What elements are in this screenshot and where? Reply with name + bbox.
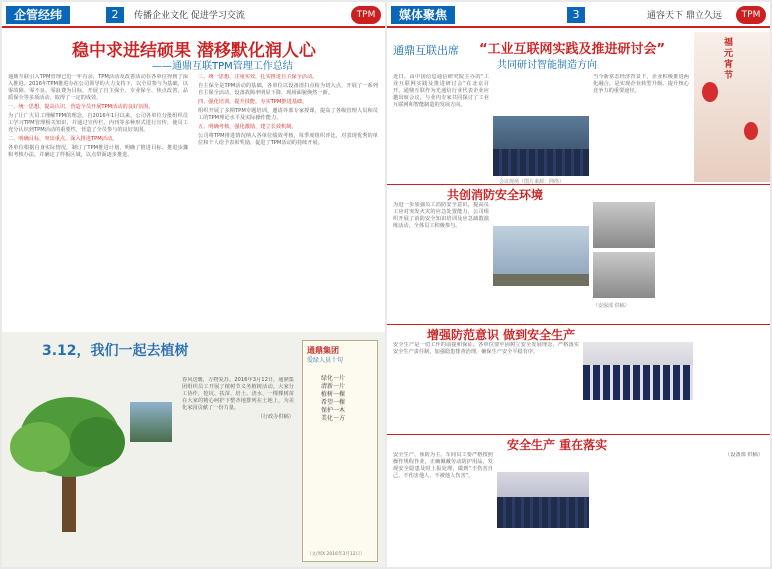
article-intro: 通鼎互联引入TPM管理已近一年有余，TPM活动及改善活动在各单位得到了深入推进。2016年TPM推进办在公司领导的大力支持下，以全员参与为基础，以零故障、零不良、零浪费为目标，开展了自主保全、专业保全、焦点改善、品质保全等多项活动，取得了一定的成效。 [8,74,188,101]
header-slogan: 传播企业文化 促进学习交流 [134,11,245,21]
safety-awareness-band [387,324,770,340]
section-tag: 媒体聚焦 [391,6,455,24]
article-column-2 [198,74,378,329]
article-title: “工业互联网实践及推进研讨会” [479,42,666,57]
article1-text: 近日，由中国信息通信研究院主办的“工业互联网实践及推进研讨会”在北京召开。通鼎互联作为光通信行业代表企业应邀出席会议，与业内专家共同探讨了工业互联网和智能制造的发展方向。 [393,74,489,108]
safety-implementation-text-column [393,452,493,562]
tree-article-text: 春风送暖，万物复苏。2016年3月12日，通鼎集团组织员工开展了植树节义务植树活动。大家分工协作，挖坑、扶苗、培土、浇水，一棵棵树苗在大家的精心呵护下整齐地排列在土地上，为美化家园贡献了一份力量。 [182,377,294,411]
section-tag: 企管经纬 [6,6,70,24]
safety-implementation-band [387,434,770,450]
fire-safety-caption: （安保部 供稿） [593,303,630,309]
tree-article-source: （行政办供稿） [257,414,294,420]
sticker-title: 通鼎集团 [307,346,339,355]
tree-article-body [182,377,294,557]
section-body-1: 为了让广大员工理解TPM的理念，自2016年1月以来，公司各单位分批组织员工学习TPM管理相关知识，并通过宣传栏、内刊等多种形式进行宣传，使员工充分认识到TPM活动的重要性，营造了全员参与的良好氛围。 [8,113,188,133]
safety-implementation-text: 安全生产，预防为主。车间员工要严格按照操作规程作业，正确佩戴劳动防护用品，发现安全隐患及时上报处理，做到“不伤害自己、不伤害他人、不被他人伤害”。 [393,452,493,479]
safety-implementation-source: （设备部 供稿） [725,452,763,458]
poem-sticker [302,340,378,562]
section-heading-1: 一、统一思想，提高认识，营造全员开展TPM活动的良好氛围。 [8,104,154,110]
company-logo-icon: TPM [736,6,766,24]
left-page-header [2,2,385,28]
section-heading-4: 四、强化培训，提升技能，夯实TPM推进基础。 [198,99,308,105]
safety-meeting-photo [497,472,589,528]
section-body-3: 自主保全是TPM活动的基础，各单位以设备清扫点检为切入点，开展了一系列自主保全活动，设备故障率明显下降，现场面貌焕然一新。 [198,83,378,96]
left-page [2,2,385,567]
tree-planting-block [2,332,385,567]
header-slogan: 通容天下 鼎立久远 [647,11,722,21]
tree-illustration-icon [10,392,130,542]
fire-drill-photo-3 [593,252,655,298]
right-page [387,2,770,567]
article1-column-1 [393,74,489,184]
section-heading-3: 三、统一思想，注重实效，扎实推进自主保全活动。 [198,74,318,80]
safety-implementation-heading: 安全生产 重在落实 [507,438,608,452]
safety-awareness-heading: 增强防范意识 做到安全生产 [427,328,576,342]
article-subtitle: 共同研讨智能制造方向 [497,60,597,71]
safety-implementation-text-column-2 [593,452,763,562]
conference-photo [493,116,589,176]
article1-side-note: 当今新常态经济背景下，企业积极推进两化融合，是实现企业转型升级、提升核心竞争力的重要途径。 [593,74,689,94]
page-number: 2 [106,7,124,23]
fire-safety-text-column [393,202,489,322]
section-body-4: 组织开展了多期TPM专题培训，邀请外部专家授课，提高了各级管理人员和员工的TPM理论水平及实际操作能力。 [198,108,378,121]
section-heading-2: 二、明确目标，突出重点，深入推进TPM活动。 [8,136,118,142]
safety-awareness-text: 安全生产是一切工作的前提和保证。各单位要牢固树立安全发展理念，严格落实安全生产责任制，加强隐患排查治理，确保生产安全平稳有序。 [393,342,579,355]
right-page-header [387,2,770,28]
fire-safety-heading: 共创消防安全环境 [447,188,544,202]
festival-chars: 福元宵节 [724,38,734,81]
sticker-poem: 绿化一片 清新一片 植树一棵 希望一棵 保护一木 美化一方 [321,375,346,422]
article-title-prefix: 通鼎互联出席 [393,44,459,57]
section-body-2: 各单位根据自身实际情况，制订了TPM推进计划，明确了推进目标、推进步骤和考核办法，并确定了样板区域，以点带面逐步推进。 [8,145,188,158]
conference-photo-caption: 会议现场（图片来源：网络） [499,179,565,185]
article-title: 稳中求进结硕果 潜移默化润人心 [72,41,316,61]
tree-article-title: 3.12，我们一起去植树 [42,343,189,359]
lantern-icon [702,82,718,102]
company-logo-icon: TPM [351,6,381,24]
safety-workshop-photo [583,342,693,400]
planting-photo [130,402,172,442]
safety-awareness-text-column [393,342,579,432]
article-subtitle: ——通鼎互联TPM管理工作总结 [152,61,293,72]
lantern-festival-decoration [694,32,770,182]
section-heading-5: 五、明确考核，强化激励，建立长效机制。 [198,124,297,130]
article1-column-2 [593,74,689,184]
sticker-signature: （文/周X 2016年3月12日） [307,552,365,557]
fire-drill-photo [493,226,589,286]
page-number: 3 [567,7,585,23]
article-column-1 [8,74,188,329]
lantern-icon [744,122,758,140]
fire-safety-text: 为进一步加强员工消防安全意识，提高员工应对突发火灾的应急处置能力，公司组织开展了消防安全知识培训及应急疏散演练活动，全体员工积极参与。 [393,202,489,229]
fire-safety-band [387,184,770,200]
sticker-subtitle: 爱绿人员十句 [307,357,344,364]
section-body-5: 公司将TPM推进情况纳入各单位绩效考核，每季度组织评比，对表现优秀的单位和个人给予表彰奖励，促进了TPM活动的持续开展。 [198,133,378,146]
fire-drill-photo-2 [593,202,655,248]
